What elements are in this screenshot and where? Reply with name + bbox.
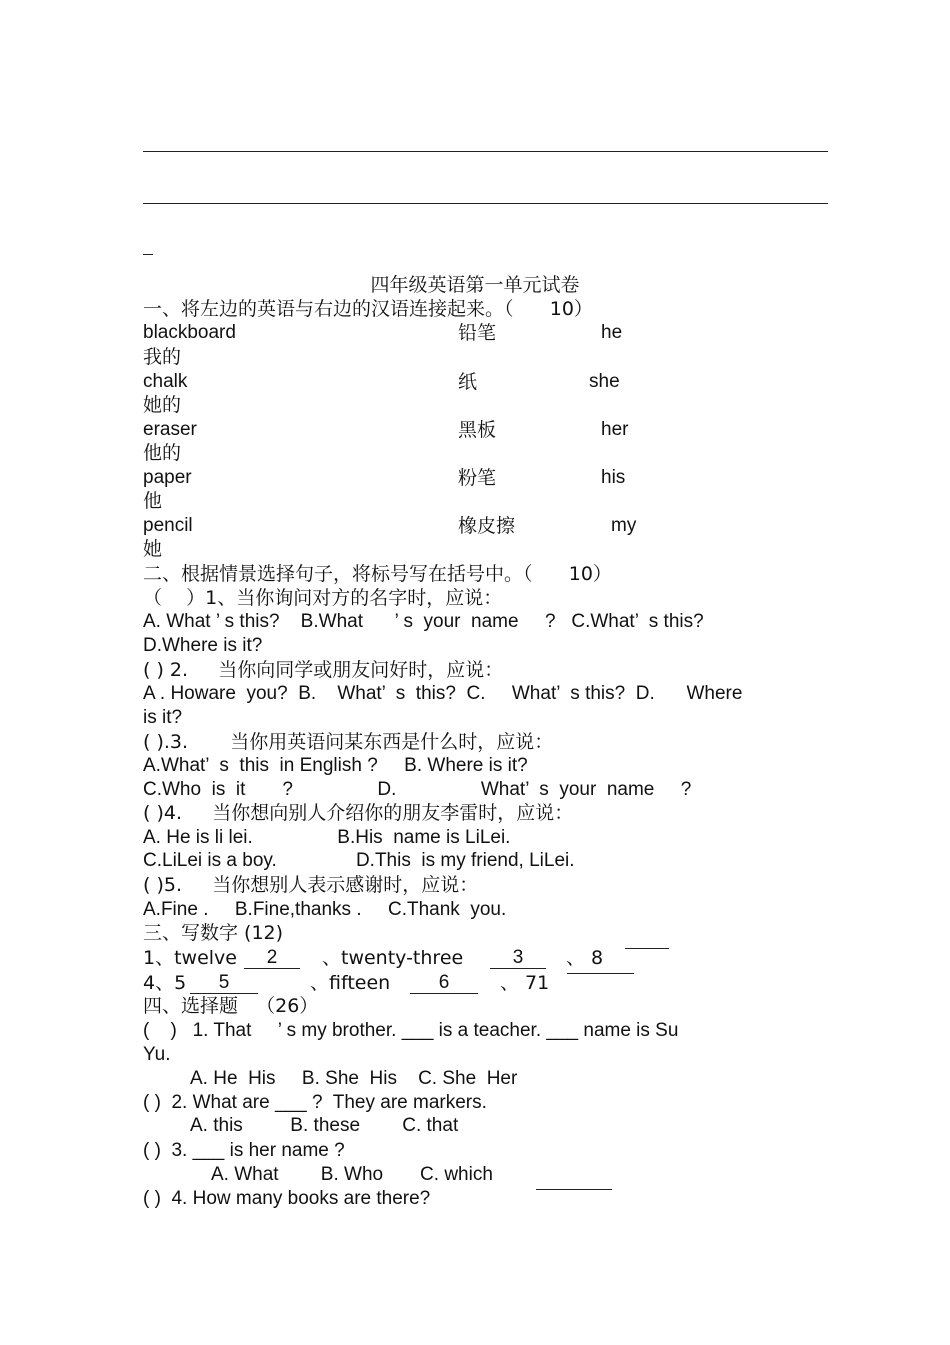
s2-q2-options-cont: is it? — [143, 707, 183, 728]
s3-answer-five: 5 — [190, 973, 258, 994]
section2-heading: 二、根据情景选择句子，将标号写在括号中。（ 10） — [143, 563, 612, 585]
s4-blank-4[interactable] — [536, 1189, 612, 1190]
match-pron-4: his — [601, 467, 626, 488]
s2-question-4: ( )4. 当你想向别人介绍你的朋友李雷时，应说： — [143, 802, 574, 824]
s4-question-4: ( ) 4. How many books are there? — [143, 1188, 431, 1209]
s4-question-2: ( ) 2. What are ___ ? They are markers. — [143, 1092, 487, 1113]
section4-heading: 四、选择题 （26） — [143, 995, 319, 1017]
s2-question-5: ( )5. 当你想别人表示感谢时，应说： — [143, 874, 479, 896]
match-pron-1: he — [601, 322, 623, 343]
match-pron-cn-1: 我的 — [143, 346, 182, 368]
s2-q2-options: A . Howare you? B. What’ s this? C. What’ s this? D. Where — [143, 683, 743, 704]
s3-item-fifteen: 、fifteen — [310, 972, 391, 994]
match-en-4: paper — [143, 467, 192, 488]
s3-item-eight: 、 8 — [566, 947, 604, 969]
s4-q3-options: A. What B. Who C. which — [211, 1164, 493, 1185]
match-cn-5: 橡皮擦 — [458, 515, 516, 537]
s2-question-2: ( ) 2. 当你向同学或朋友问好时，应说： — [143, 659, 504, 681]
s2-question-1: （ ）1、当你询问对方的名字时，应说： — [143, 587, 503, 609]
match-pron-3: her — [601, 419, 629, 440]
s2-q4-options-cont: C.LiLei is a boy. D.This is my friend, LiLei. — [143, 850, 575, 871]
short-dash — [143, 254, 153, 255]
s3-item-twelve: 1、twelve — [143, 947, 237, 969]
s3-answer-fifteen: 6 — [410, 973, 478, 994]
match-pron-5: my — [611, 515, 637, 536]
s2-q4-options: A. He is li lei. B.His name is LiLei. — [143, 827, 511, 848]
s2-question-3: ( ).3. 当你用英语问某东西是什么时，应说： — [143, 731, 554, 753]
s2-q3-options: A.What’ s this in English ? B. Where is it? — [143, 755, 528, 776]
s2-q1-options-cont: D.Where is it? — [143, 635, 263, 656]
match-pron-cn-4: 他 — [143, 490, 163, 512]
match-pron-2: she — [589, 371, 620, 392]
section3-heading: 三、写数字 (12) — [143, 922, 284, 944]
s3-blank-seventy-one[interactable] — [567, 973, 634, 974]
match-pron-cn-3: 他的 — [143, 442, 182, 464]
s3-answer-twenty-three: 3 — [490, 948, 546, 969]
match-en-1: blackboard — [143, 322, 236, 343]
match-cn-3: 黑板 — [458, 419, 497, 441]
s3-item-seventy-one: 、 71 — [500, 972, 550, 994]
s4-question-3: ( ) 3. ___ is her name ? — [143, 1140, 345, 1161]
top-rule-2 — [143, 203, 828, 204]
s2-q1-options: A. What ’ s this? B.What ’ s your name ? C.What’ s this? — [143, 611, 704, 632]
s3-item-twenty-three: 、twenty-three — [322, 947, 464, 969]
s4-question-1-cont: Yu. — [143, 1044, 171, 1065]
s2-q5-options: A.Fine . B.Fine,thanks . C.Thank you. — [143, 899, 507, 920]
match-pron-cn-2: 她的 — [143, 394, 182, 416]
s4-q2-options: A. this B. these C. that — [190, 1115, 459, 1136]
s3-answer-twelve: 2 — [244, 948, 300, 969]
match-cn-2: 纸 — [458, 371, 478, 393]
s3-blank-eight[interactable] — [625, 948, 669, 949]
match-cn-1: 铅笔 — [458, 322, 497, 344]
s2-q3-options-cont: C.Who is it ? D. What’ s your name ? — [143, 779, 692, 800]
s3-item-five: 4、5 — [143, 972, 187, 994]
match-cn-4: 粉笔 — [458, 467, 497, 489]
top-rule-1 — [143, 151, 828, 152]
match-pron-cn-5: 她 — [143, 538, 163, 560]
match-en-2: chalk — [143, 371, 188, 392]
match-en-5: pencil — [143, 515, 193, 536]
s4-question-1: ( ) 1. That ’ s my brother. ___ is a teacher. ___ name is Su — [143, 1020, 679, 1041]
exam-title: 四年级英语第一单元试卷 — [370, 274, 580, 296]
section1-heading: 一、将左边的英语与右边的汉语连接起来。（ 10） — [143, 298, 593, 320]
s4-q1-options: A. He His B. She His C. She Her — [190, 1068, 518, 1089]
match-en-3: eraser — [143, 419, 197, 440]
